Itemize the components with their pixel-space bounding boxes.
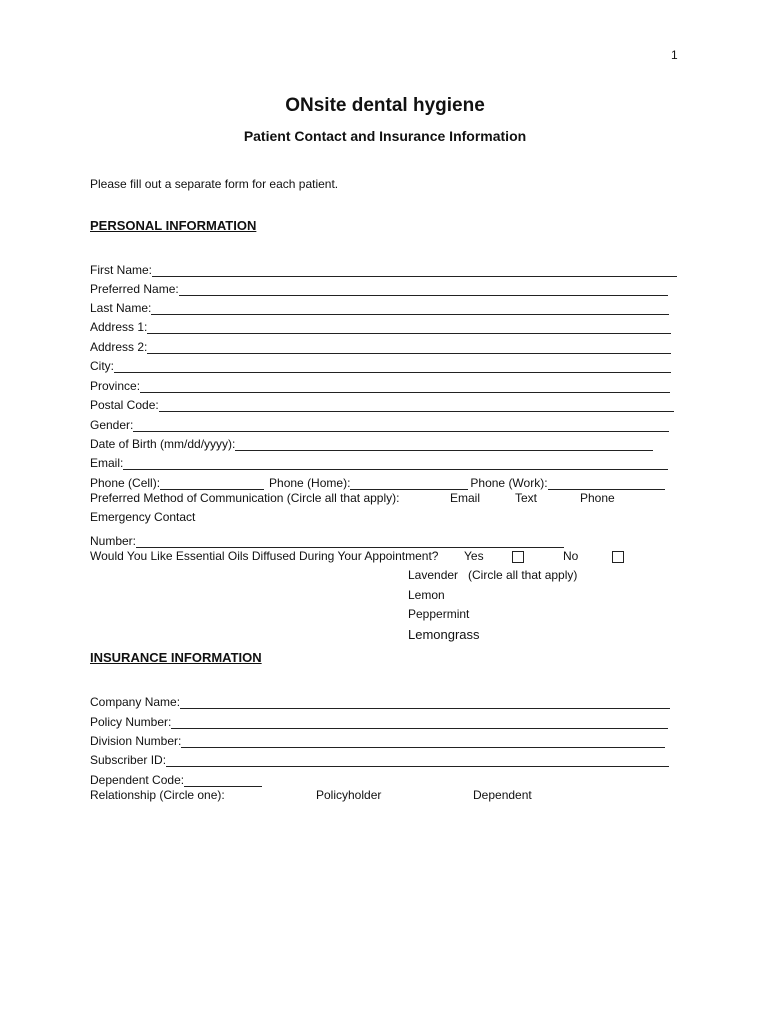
dob-line[interactable] [235, 438, 653, 451]
address2-label: Address 2: [90, 340, 148, 354]
phone-cell-label: Phone (Cell): [90, 476, 161, 490]
oil-option-lemon[interactable]: Lemon [408, 588, 445, 602]
address2-line[interactable] [147, 341, 671, 354]
first-name-label: First Name: [90, 263, 153, 277]
phone-row [90, 471, 665, 490]
oils-yes-checkbox[interactable] [512, 551, 524, 563]
relationship-option-dependent[interactable]: Dependent [473, 788, 532, 802]
relationship-option-policyholder[interactable]: Policyholder [316, 788, 382, 802]
company-name-label: Company Name: [90, 695, 181, 709]
company-name-line[interactable] [180, 696, 670, 709]
form-subtitle: Patient Contact and Insurance Information [243, 128, 527, 144]
address1-line[interactable] [147, 321, 671, 334]
preferred-name-line[interactable] [179, 283, 668, 296]
city-field[interactable] [90, 354, 671, 373]
oils-no-checkbox[interactable] [612, 551, 624, 563]
emergency-number-label: Number: [90, 534, 137, 548]
city-label: City: [90, 359, 114, 373]
dependent-code-label: Dependent Code: [90, 773, 185, 787]
dependent-code-field[interactable] [90, 768, 262, 787]
form-title: ONsite dental hygiene [285, 95, 485, 116]
province-line[interactable] [140, 380, 670, 393]
province-label: Province: [90, 379, 141, 393]
email-label: Email: [90, 456, 124, 470]
postal-code-field[interactable] [90, 393, 674, 412]
phone-cell-line[interactable] [160, 477, 264, 490]
preferred-name-field[interactable] [90, 277, 668, 296]
gender-line[interactable] [133, 419, 669, 432]
last-name-field[interactable] [90, 296, 669, 315]
gender-label: Gender: [90, 418, 134, 432]
page-number: 1 [671, 48, 678, 62]
phone-work-line[interactable] [548, 477, 665, 490]
oils-question: Would You Like Essential Oils Diffused During Your Appointment? [90, 549, 439, 563]
oils-yes-label: Yes [464, 549, 484, 563]
first-name-field[interactable] [90, 258, 677, 277]
gender-field[interactable] [90, 413, 669, 432]
company-name-field[interactable] [90, 690, 670, 709]
address1-field[interactable] [90, 315, 671, 334]
province-field[interactable] [90, 374, 670, 393]
emergency-contact-label: Emergency Contact [90, 510, 196, 524]
personal-info-heading: PERSONAL INFORMATION [90, 218, 257, 233]
division-number-field[interactable] [90, 729, 665, 748]
oil-option-lavender[interactable]: Lavender [408, 568, 459, 582]
method-option-phone[interactable]: Phone [580, 491, 615, 505]
phone-home-label: Phone (Home): [269, 476, 351, 490]
dependent-code-line[interactable] [184, 774, 262, 787]
relationship-label: Relationship (Circle one): [90, 788, 225, 802]
policy-number-label: Policy Number: [90, 715, 172, 729]
dob-field[interactable] [90, 432, 653, 451]
postal-code-label: Postal Code: [90, 398, 159, 412]
emergency-number-line[interactable] [136, 535, 564, 548]
method-option-email[interactable]: Email [450, 491, 481, 505]
preferred-method-label: Preferred Method of Communication (Circle all that apply): [90, 491, 400, 505]
address1-label: Address 1: [90, 320, 148, 334]
address2-field[interactable] [90, 335, 671, 354]
first-name-line[interactable] [152, 264, 677, 277]
oils-circle-note: (Circle all that apply) [468, 568, 578, 582]
last-name-line[interactable] [151, 302, 669, 315]
policy-number-line[interactable] [171, 716, 668, 729]
emergency-number-field[interactable] [90, 529, 564, 548]
instruction-text: Please fill out a separate form for each patient. [90, 177, 339, 191]
preferred-name-label: Preferred Name: [90, 282, 179, 296]
email-line[interactable] [123, 457, 668, 470]
phone-work-label: Phone (Work): [470, 476, 548, 490]
dob-label: Date of Birth (mm/dd/yyyy): [90, 437, 236, 451]
postal-code-line[interactable] [159, 399, 674, 412]
phone-home-line[interactable] [350, 477, 468, 490]
subscriber-id-field[interactable] [90, 748, 669, 767]
oil-option-peppermint[interactable]: Peppermint [408, 607, 470, 621]
subscriber-id-label: Subscriber ID: [90, 753, 167, 767]
city-line[interactable] [114, 360, 671, 373]
last-name-label: Last Name: [90, 301, 152, 315]
division-number-line[interactable] [181, 735, 665, 748]
insurance-info-heading: INSURANCE INFORMATION [90, 650, 262, 665]
oil-option-lemongrass[interactable]: Lemongrass [408, 627, 480, 642]
subscriber-id-line[interactable] [166, 754, 669, 767]
policy-number-field[interactable] [90, 710, 668, 729]
oils-no-label: No [563, 549, 579, 563]
email-field[interactable] [90, 451, 668, 470]
division-number-label: Division Number: [90, 734, 182, 748]
method-option-text[interactable]: Text [515, 491, 538, 505]
